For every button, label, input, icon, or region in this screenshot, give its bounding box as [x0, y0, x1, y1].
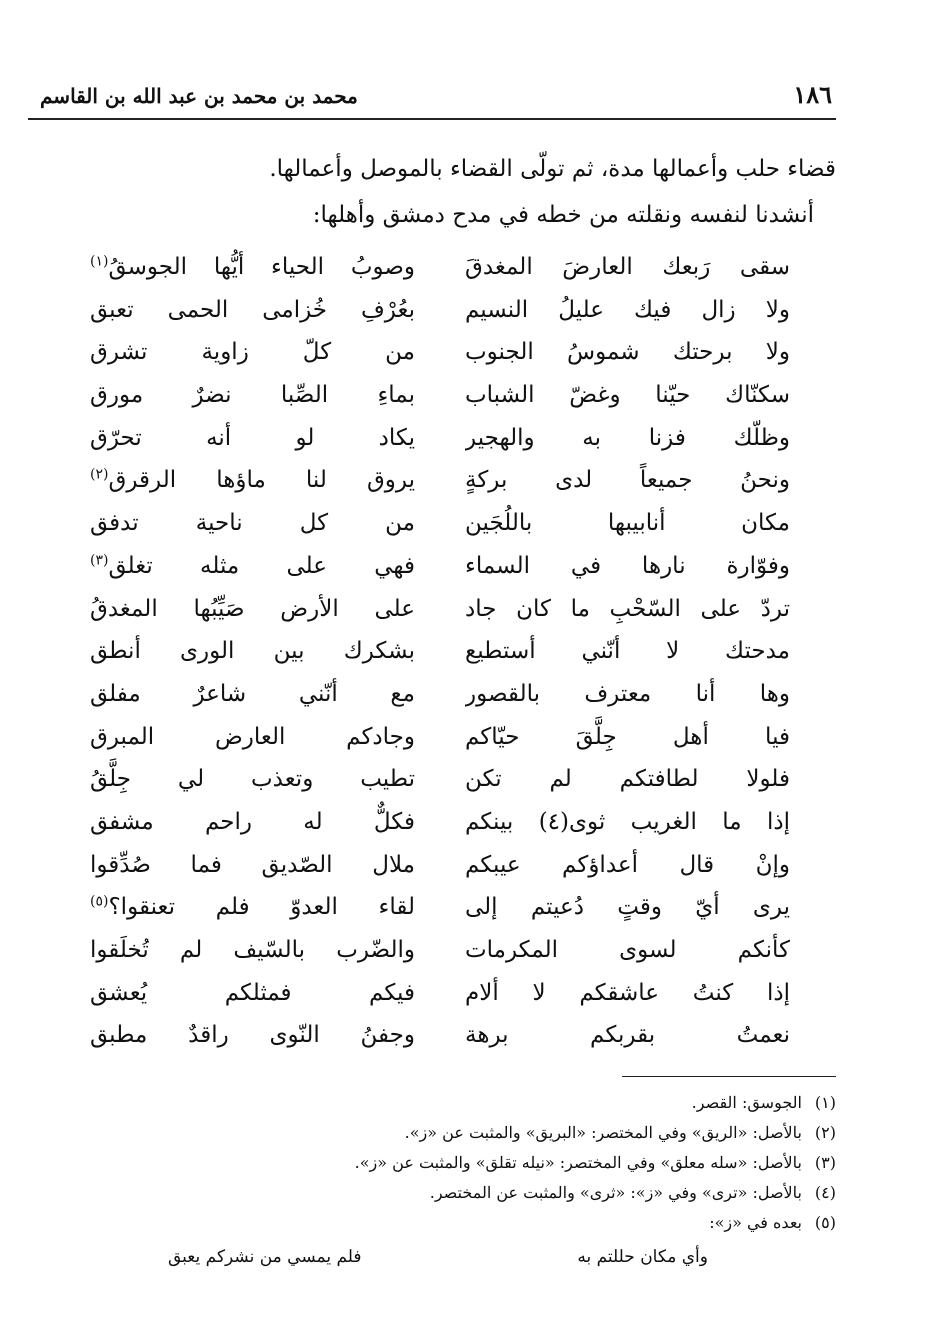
verse-second-hemistich — [90, 331, 415, 373]
footnote-number: (٢) — [814, 1123, 836, 1142]
verse-second-text: بعُرْفِ خُزامى الحمى تعبق — [90, 296, 415, 323]
verse-first-hemistich: وفوّارة نارها في السماء — [465, 552, 790, 579]
verse-second-hemistich — [90, 673, 415, 715]
footnote — [96, 1088, 836, 1118]
verse-second-text: فيكم فمثلكم يُعشق — [90, 979, 415, 1006]
footnote-verse-second: فلم يمسي من نشركم يعبق — [168, 1247, 362, 1267]
verse-second-hemistich — [90, 246, 415, 288]
verse-first-hemistich: ونحنُ جميعاً لدى بركةٍ — [465, 467, 790, 494]
verse-first-hemistich: ولا زال فيك عليلُ النسيم — [465, 296, 790, 323]
footnote-ref: (٣) — [90, 552, 109, 569]
verse-second-hemistich — [90, 417, 415, 459]
footnote-number: (٣) — [814, 1153, 836, 1172]
verse-first-hemistich: مدحتك لا أنّني أستطيع — [465, 638, 790, 665]
verse-line — [90, 929, 790, 972]
verse-first-hemistich: وظلّك فزنا به والهجير — [465, 424, 790, 451]
verse-first-hemistich: كأنكم لسوى المكرمات — [465, 937, 790, 963]
footnote-verse-first: وأي مكان حللتم به — [577, 1247, 708, 1267]
header-rule — [28, 118, 836, 120]
page-number: ١٨٦ — [793, 80, 832, 109]
verse-second-hemistich — [90, 289, 415, 331]
prose-line: أنشدنا لنفسه ونقلته من خطه في مدح دمشق وأهلها: — [312, 202, 814, 228]
verse-line — [90, 502, 790, 545]
verse-first-hemistich: ولا برحتك شموسُ الجنوب — [465, 339, 790, 366]
verse-line — [90, 844, 790, 887]
verse-line — [90, 972, 790, 1015]
verse-first-hemistich: سقى رَبعك العارضَ المغدقَ — [465, 254, 790, 280]
verse-second-text: وجفنُ النّوى راقدٌ مطبق — [90, 1022, 415, 1049]
verse-second-hemistich — [90, 801, 415, 843]
footnote-text: بالأصل: «الريق» وفي المختصر: «البريق» والمثبت عن «ز». — [404, 1123, 802, 1142]
footnote-number: (٥) — [814, 1213, 836, 1232]
verse-second-text: مع أنّني شاعرٌ مفلق — [90, 680, 415, 707]
verse-first-hemistich: فلولا لطافتكم لم تكن — [465, 766, 790, 793]
footnote-number: (٤) — [814, 1183, 836, 1202]
verse-second-text: على الأرض صَيِّبُها المغدقُ — [90, 595, 415, 622]
footnote-text: بالأصل: «ترى» وفي «ز»: «ثرى» والمثبت عن المختصر. — [429, 1183, 802, 1202]
verse-line — [90, 630, 790, 673]
footnote-text: بعده في «ز»: — [709, 1213, 802, 1232]
verse-second-text: وجادكم العارض المبرق — [90, 723, 415, 750]
verse-first-hemistich: مكان أنابيبها باللُجَين — [465, 510, 790, 537]
verse-line — [90, 246, 790, 289]
verse-second-text: فهي على مثله تغلق — [108, 552, 415, 579]
verse-first-hemistich: وإنْ قال أعداؤكم عيبكم — [465, 851, 790, 878]
verse-second-hemistich — [90, 588, 415, 630]
verse-second-text: لقاء العدوّ فلم تعنقوا؟ — [108, 894, 415, 921]
verse-line — [90, 758, 790, 801]
verse-second-hemistich — [90, 758, 415, 800]
verse-second-text: يروق لنا ماؤها الرقرق — [108, 467, 415, 494]
verse-second-hemistich — [90, 374, 415, 416]
verse-line — [90, 459, 790, 502]
verse-second-hemistich — [90, 545, 415, 587]
verse-second-text: بشكرك بين الورى أنطق — [90, 638, 415, 665]
verse-second-text: وصوبُ الحياء أيُّها الجوسقُ — [108, 254, 415, 280]
verse-first-hemistich: إذا ما الغريب ثوى(٤) بينكم — [465, 808, 790, 835]
footnote-number: (١) — [814, 1093, 836, 1112]
verse-second-text: فكلٌّ له راحم مشفق — [90, 808, 415, 835]
verse-second-text: تطيب وتعذب لي جِلَّقُ — [90, 766, 415, 793]
verse-second-hemistich — [90, 844, 415, 886]
verse-line — [90, 673, 790, 716]
verse-second-text: والضّرب بالسّيف لم تُخلَقوا — [90, 937, 415, 963]
verse-first-hemistich: فيا أهل جِلَّقَ حيّاكم — [465, 723, 790, 750]
verse-line — [90, 417, 790, 460]
verse-line — [90, 289, 790, 332]
verse-line — [90, 886, 790, 929]
verse-second-hemistich — [90, 886, 415, 928]
verse-second-hemistich — [90, 630, 415, 672]
verse-line — [90, 716, 790, 759]
verse-second-hemistich — [90, 972, 415, 1014]
page-header — [40, 80, 832, 116]
footnotes — [96, 1088, 836, 1238]
verse-first-hemistich: تردّ على السّحْبِ ما كان جاد — [465, 595, 790, 622]
verse-second-text: يكاد لو أنه تحرّق — [90, 424, 415, 451]
verse-first-hemistich: سكنّاك حيّنا وغضّ الشباب — [465, 382, 790, 409]
verse-first-hemistich: نعمتُ بقربكم برهة — [465, 1022, 790, 1049]
verse-line — [90, 588, 790, 631]
footnote — [96, 1208, 836, 1238]
footnote-ref: (١) — [90, 253, 109, 270]
footnote-text: بالأصل: «سله معلق» وفي المختصر: «نيله تقلق» والمثبت عن «ز». — [354, 1153, 802, 1172]
verse-second-hemistich — [90, 502, 415, 544]
verse-line — [90, 545, 790, 588]
prose-line: قضاء حلب وأعمالها مدة، ثم تولّى القضاء بالموصل وأعمالها. — [269, 156, 836, 182]
verse-line — [90, 1014, 790, 1057]
verse-second-text: من كل ناحية تدفق — [90, 510, 415, 537]
verse-second-text: ملال الصّديق فما صُدِّقوا — [90, 851, 415, 878]
footnote-ref: (٥) — [90, 893, 109, 910]
verse-line — [90, 331, 790, 374]
footnote-ref: (٢) — [90, 466, 109, 483]
verse-second-text: من كلّ زاوية تشرق — [90, 339, 415, 366]
verse-second-hemistich — [90, 716, 415, 758]
verse-first-hemistich: يرى أيّ وقتٍ دُعيتم إلى — [465, 894, 790, 921]
footnote-text: الجوسق: القصر. — [691, 1093, 802, 1112]
verse-second-hemistich — [90, 1014, 415, 1056]
footnote — [96, 1118, 836, 1148]
footnote-verse — [168, 1240, 708, 1274]
running-title: محمد بن محمد بن عبد الله بن القاسم — [40, 84, 358, 108]
verse-line — [90, 374, 790, 417]
verse-first-hemistich: إذا كنتُ عاشقكم لا ألام — [465, 979, 790, 1006]
footnote — [96, 1178, 836, 1208]
verse-second-text: بماءِ الصِّبا نضرٌ مورق — [90, 382, 415, 409]
footnote — [96, 1148, 836, 1178]
verse-second-hemistich — [90, 929, 415, 971]
verse-first-hemistich: وها أنا معترف بالقصور — [465, 680, 790, 707]
poem — [90, 246, 790, 1057]
footnote-rule — [622, 1076, 836, 1077]
verse-line — [90, 801, 790, 844]
verse-second-hemistich — [90, 459, 415, 501]
